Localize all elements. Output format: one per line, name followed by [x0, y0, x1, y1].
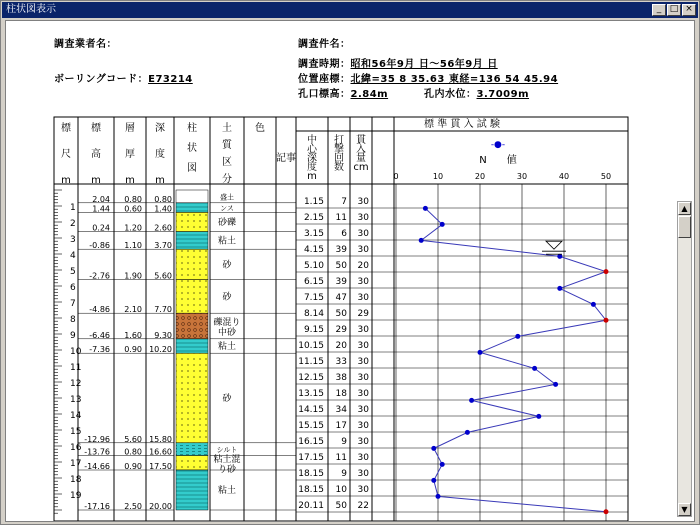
spt-depth: 8.14: [303, 309, 324, 319]
spt-penetration: 30: [357, 341, 369, 351]
column-layer: [176, 353, 208, 443]
layer-depth: 0.80: [154, 194, 172, 204]
scale-number: 5: [70, 267, 76, 277]
n-value-point: [557, 286, 562, 291]
spt-penetration: 20: [357, 261, 369, 271]
scale-number: 9: [70, 331, 76, 341]
spt-depth: 18.15: [298, 469, 324, 479]
spt-blows: 38: [335, 373, 347, 383]
layer-depth: 2.60: [154, 223, 172, 233]
layer-thickness: 1.90: [124, 271, 142, 281]
column-header: 図: [187, 163, 197, 174]
soil-header: 分: [222, 174, 232, 185]
n-legend: -●-: [490, 140, 506, 150]
scale-number: 8: [70, 315, 76, 325]
layer-thickness: 0.60: [124, 204, 142, 214]
n-value-point: [557, 254, 562, 259]
layer-elevation: -12.96: [84, 434, 110, 444]
layer-depth: 1.40: [154, 204, 172, 214]
soil-header: 区: [222, 157, 232, 168]
spt-depth: 7.15: [303, 293, 324, 303]
layer-thickness: 5.60: [124, 434, 142, 444]
layer-elevation: -14.66: [84, 462, 110, 471]
layer-elevation: 1.44: [92, 204, 110, 214]
spt-blows: 11: [335, 213, 347, 223]
spt-depth-header: 深: [307, 153, 317, 164]
spt-depth-header: m: [307, 171, 317, 182]
n-value-label: N 値: [479, 155, 517, 166]
spt-blows: 29: [335, 325, 347, 335]
soil-name: 粘土: [217, 342, 237, 352]
spt-blows: 10: [335, 485, 347, 495]
spt-blows-header: 打: [334, 135, 344, 146]
spt-title: 標 準 貫 入 試 験: [424, 119, 500, 130]
n-value-point: [604, 509, 609, 514]
soil-name: 砂: [222, 292, 232, 303]
elevation-header: m: [91, 175, 101, 186]
spt-blows: 39: [335, 245, 347, 255]
spt-blows: 9: [341, 437, 347, 447]
soil-name: ンス: [220, 204, 234, 213]
layer-depth: 5.60: [154, 271, 172, 281]
spt-depth: 10.15: [298, 341, 324, 351]
layer-depth: 7.70: [154, 305, 172, 315]
spt-depth-header: 度: [307, 162, 317, 173]
column-layer: [176, 190, 208, 203]
spt-depth: 12.15: [298, 373, 324, 383]
scale-number: 6: [70, 283, 76, 293]
coord-label: 位置座標：: [298, 74, 351, 85]
depth-header: 深: [155, 123, 165, 134]
note-header: 記事: [276, 153, 296, 164]
scale-number: 11: [70, 363, 82, 373]
spt-blows: 11: [335, 453, 347, 463]
layer-depth: 10.20: [149, 345, 172, 355]
layer-thickness: 0.90: [124, 345, 142, 355]
soil-name: シルト: [216, 446, 238, 455]
n-value-point: [591, 302, 596, 307]
period-value: 昭和56年9月 日～56年9月 日: [350, 59, 498, 70]
scale-header: m: [61, 175, 71, 186]
spt-depth: 4.15: [303, 245, 324, 255]
thickness-header: m: [125, 175, 135, 186]
thickness-header: 層: [125, 123, 135, 134]
layer-elevation: -17.16: [84, 502, 110, 511]
column-layer: [176, 203, 208, 213]
elevation-header: 高: [91, 149, 101, 160]
thickness-header: 厚: [125, 149, 135, 160]
scale-number: 16: [70, 443, 82, 453]
n-tick-label: 0: [393, 172, 399, 181]
spt-pen-header: 量: [356, 153, 366, 164]
spt-blows: 17: [335, 421, 347, 431]
layer-elevation: -4.86: [89, 305, 110, 315]
spt-penetration: 30: [357, 277, 369, 287]
spt-penetration: 30: [357, 485, 369, 495]
column-layer: [176, 456, 208, 470]
spt-depth: 17.15: [298, 453, 324, 463]
spt-penetration: 30: [357, 437, 369, 447]
minimize-button[interactable]: _: [652, 4, 666, 16]
n-value-point: [436, 494, 441, 499]
spt-blows: 34: [335, 405, 347, 415]
column-layer: [176, 443, 208, 456]
spt-blows: 50: [335, 309, 347, 319]
layer-thickness: 1.60: [124, 330, 142, 340]
scale-number: 3: [70, 235, 76, 245]
soil-name: 粘土混: [213, 454, 241, 465]
spt-depth: 14.15: [298, 405, 324, 415]
soil-name: り砂: [217, 464, 237, 475]
coord-value: 北緯=35 8 35.63 東経=136 54 45.94: [350, 74, 559, 85]
soil-name: 盛土: [220, 193, 234, 202]
layer-depth: 9.30: [154, 330, 172, 340]
layer-depth: 20.00: [149, 502, 172, 511]
soil-name: 中砂: [217, 328, 237, 338]
spt-penetration: 30: [357, 469, 369, 479]
spt-penetration: 30: [357, 373, 369, 383]
spt-penetration: 30: [357, 229, 369, 239]
spt-pen-header: 貫: [356, 135, 366, 146]
layer-depth: 16.60: [149, 447, 172, 457]
elev-label: 孔口標高：: [298, 89, 351, 100]
spt-penetration: 22: [357, 501, 369, 511]
water-label: 孔内水位：: [424, 89, 477, 100]
spt-blows: 6: [341, 229, 347, 239]
layer-thickness: 1.20: [124, 223, 142, 233]
spt-blows: 39: [335, 277, 347, 287]
n-value-line: [421, 208, 606, 511]
spt-penetration: 30: [357, 453, 369, 463]
spt-blows-header: 数: [334, 162, 344, 173]
n-value-point: [423, 206, 428, 211]
column-layer: [176, 470, 208, 510]
scale-number: 15: [70, 427, 82, 437]
window-title: 柱状図表示: [6, 4, 56, 15]
layer-thickness: 0.90: [124, 462, 142, 471]
scale-number: 1: [70, 203, 76, 213]
layer-elevation: -0.86: [89, 241, 110, 251]
scale-number: 7: [70, 299, 76, 309]
scale-number: 18: [70, 475, 82, 485]
spt-penetration: 30: [357, 197, 369, 207]
soil-name: 粘土: [217, 486, 237, 496]
n-value-point: [604, 269, 609, 274]
scroll-down-button[interactable]: ▼: [678, 503, 691, 516]
scale-number: 13: [70, 395, 82, 405]
scale-number: 14: [70, 411, 82, 421]
layer-thickness: 0.80: [124, 194, 142, 204]
scroll-thumb[interactable]: [678, 216, 691, 238]
spt-blows: 50: [335, 501, 347, 511]
maximize-button[interactable]: □: [667, 4, 681, 16]
layer-depth: 3.70: [154, 241, 172, 251]
scale-header: 尺: [61, 149, 71, 160]
spt-penetration: 29: [357, 309, 369, 319]
elev-value: 2.84m: [350, 89, 389, 100]
layer-elevation: -13.76: [84, 447, 110, 457]
spt-depth: 13.15: [298, 389, 324, 399]
period-label: 調査時期：: [298, 59, 351, 70]
spt-blows: 7: [341, 197, 347, 207]
n-tick-label: 20: [474, 172, 486, 181]
depth-header: 度: [155, 149, 165, 160]
spt-depth-header: 中: [307, 135, 317, 146]
water-value: 3.7009m: [476, 89, 530, 100]
spt-depth: 15.15: [298, 421, 324, 431]
spt-penetration: 30: [357, 293, 369, 303]
spt-pen-header: 入: [356, 144, 366, 155]
spt-blows: 33: [335, 357, 347, 367]
spt-depth: 3.15: [303, 229, 324, 239]
scroll-up-button[interactable]: ▲: [678, 202, 691, 215]
log-view: [5, 20, 695, 522]
spt-blows: 9: [341, 469, 347, 479]
boring-label: ボーリングコード：: [54, 74, 149, 85]
company-label: 調査業者名：: [54, 39, 117, 50]
spt-depth: 2.15: [303, 213, 324, 223]
spt-penetration: 30: [357, 421, 369, 431]
n-tick-label: 10: [432, 172, 444, 181]
spt-penetration: 30: [357, 213, 369, 223]
spt-depth-header: 心: [307, 144, 317, 155]
spt-pen-header: cm: [353, 162, 369, 173]
vertical-scrollbar[interactable]: [677, 201, 692, 517]
title-bar: [2, 2, 698, 18]
n-value-point: [419, 238, 424, 243]
n-value-point: [440, 462, 445, 467]
depth-header: m: [155, 175, 165, 186]
n-tick-label: 30: [516, 172, 528, 181]
scale-number: 17: [70, 459, 82, 469]
soil-name: 礫混り: [213, 318, 241, 328]
layer-thickness: 0.80: [124, 447, 142, 457]
n-tick-label: 40: [558, 172, 570, 181]
spt-blows-header: 回: [334, 153, 344, 164]
spt-penetration: 30: [357, 389, 369, 399]
n-value-point: [465, 430, 470, 435]
soil-header: 質: [222, 140, 232, 151]
soil-name: 粘土: [217, 236, 237, 247]
n-value-point: [553, 382, 558, 387]
scale-number: 2: [70, 219, 76, 229]
spt-depth: 6.15: [303, 277, 324, 287]
soil-name: 砂: [222, 394, 232, 404]
column-header: 柱: [187, 123, 197, 134]
layer-depth: 17.50: [149, 462, 172, 471]
project-label: 調査件名：: [298, 39, 351, 50]
spt-penetration: 30: [357, 357, 369, 367]
scale-header: 標: [61, 123, 71, 134]
n-value-point: [440, 222, 445, 227]
layer-elevation: -6.46: [89, 330, 110, 340]
n-value-point: [478, 350, 483, 355]
layer-thickness: 2.50: [124, 502, 142, 511]
layer-thickness: 1.10: [124, 241, 142, 251]
spt-blows: 20: [335, 341, 347, 351]
spt-depth: 9.15: [303, 325, 324, 335]
spt-penetration: 30: [357, 245, 369, 255]
scale-number: 19: [70, 491, 82, 501]
n-value-point: [431, 446, 436, 451]
spt-depth: 18.15: [298, 485, 324, 495]
boring-log-table: [6, 21, 695, 522]
layer-elevation: 2.04: [92, 194, 110, 204]
spt-depth: 1.15: [303, 197, 324, 207]
spt-blows: 50: [335, 261, 347, 271]
column-layer: [176, 249, 208, 279]
scale-number: 4: [70, 251, 76, 261]
spt-depth: 20.11: [298, 501, 324, 511]
elevation-header: 標: [91, 123, 101, 134]
spt-blows-header: 撃: [334, 144, 344, 155]
column-layer: [176, 280, 208, 314]
layer-elevation: 0.24: [92, 223, 110, 233]
color-header: 色: [255, 123, 265, 134]
boring-value: E73214: [148, 74, 193, 85]
spt-depth: 11.15: [298, 357, 324, 367]
n-value-point: [469, 398, 474, 403]
soil-header: 土: [222, 123, 232, 134]
column-layer: [176, 313, 208, 339]
column-layer: [176, 339, 208, 353]
scale-number: 10: [70, 347, 82, 357]
n-value-point: [532, 366, 537, 371]
layer-elevation: -2.76: [89, 271, 110, 281]
n-value-point: [431, 478, 436, 483]
spt-blows: 47: [335, 293, 347, 303]
n-value-point: [515, 334, 520, 339]
column-layer: [176, 232, 208, 250]
column-header: 状: [187, 143, 197, 154]
layer-thickness: 2.10: [124, 305, 142, 315]
soil-name: 砂礫: [217, 218, 237, 228]
spt-penetration: 30: [357, 325, 369, 335]
spt-penetration: 30: [357, 405, 369, 415]
scale-number: 12: [70, 379, 82, 389]
soil-name: 砂: [222, 260, 232, 271]
layer-depth: 15.80: [149, 434, 172, 444]
spt-depth: 16.15: [298, 437, 324, 447]
column-layer: [176, 212, 208, 231]
n-tick-label: 50: [600, 172, 612, 181]
n-value-point: [604, 318, 609, 323]
layer-elevation: -7.36: [89, 345, 110, 355]
n-value-point: [536, 414, 541, 419]
spt-depth: 5.10: [303, 261, 324, 271]
water-level-marker: [546, 241, 562, 249]
close-button[interactable]: ×: [682, 4, 696, 16]
spt-blows: 18: [335, 389, 347, 399]
